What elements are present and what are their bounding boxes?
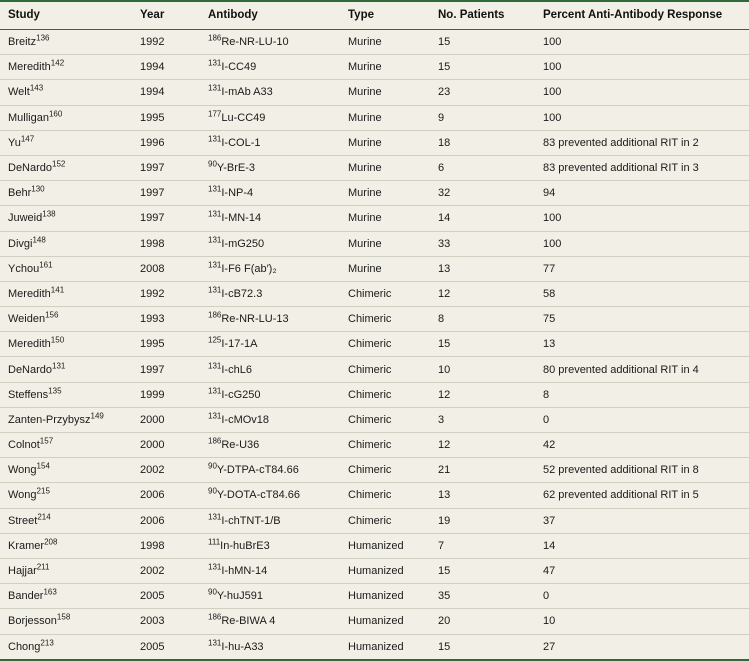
cell-type: Chimeric: [340, 483, 430, 508]
cell-type: Murine: [340, 206, 430, 231]
study-reference: 161: [39, 260, 53, 270]
cell-year: 2000: [132, 433, 200, 458]
cell-response: 100: [535, 231, 749, 256]
cell-patients: 12: [430, 433, 535, 458]
cell-antibody: [200, 80, 340, 105]
cell-year: 2005: [132, 584, 200, 609]
isotope-mass-number: 131: [208, 512, 222, 521]
study-name: Bander: [8, 590, 44, 603]
cell-response: 75: [535, 307, 749, 332]
isotope-mass-number: 131: [208, 260, 222, 270]
cell-patients: 6: [430, 155, 535, 180]
antibody-name: I-hMN-14: [221, 565, 268, 578]
cell-antibody: [200, 533, 340, 558]
study-reference: 163: [43, 587, 57, 597]
cell-patients: 15: [430, 558, 535, 583]
cell-antibody: [200, 256, 340, 281]
table-row: [0, 155, 749, 180]
cell-year: 1997: [132, 357, 200, 382]
cell-study: [0, 130, 132, 155]
cell-study: [0, 584, 132, 609]
study-name: Juweid: [8, 212, 43, 225]
table-row: [0, 634, 749, 660]
cell-study: [0, 382, 132, 407]
study-name: DeNardo: [8, 162, 53, 175]
cell-antibody: [200, 105, 340, 130]
cell-study: [0, 80, 132, 105]
cell-antibody: [200, 382, 340, 407]
study-name: Hajjar: [8, 565, 37, 578]
cell-antibody: [200, 155, 340, 180]
table-row: [0, 80, 749, 105]
study-name: DeNardo: [8, 363, 53, 376]
cell-study: [0, 155, 132, 180]
cell-study: [0, 231, 132, 256]
antibody-name: Re-NR-LU-13: [221, 313, 289, 326]
cell-study: [0, 483, 132, 508]
cell-response: 94: [535, 181, 749, 206]
study-reference: 147: [20, 134, 35, 144]
cell-study: [0, 357, 132, 382]
cell-type: Murine: [340, 105, 430, 130]
isotope-mass-number: 131: [208, 637, 222, 647]
cell-study: [0, 332, 132, 357]
cell-antibody: [200, 508, 340, 533]
cell-year: 2000: [132, 407, 200, 432]
cell-antibody: [200, 609, 340, 634]
cell-response: 77: [535, 256, 749, 281]
study-reference: 213: [40, 637, 54, 647]
column-header-study: Study: [0, 1, 132, 30]
cell-response: 100: [535, 55, 749, 80]
cell-antibody: [200, 433, 340, 458]
study-name: Meredith: [8, 338, 51, 351]
cell-year: 2005: [132, 634, 200, 660]
cell-year: 1992: [132, 30, 200, 55]
cell-type: Chimeric: [340, 307, 430, 332]
study-reference: 160: [48, 109, 63, 118]
study-reference: 154: [36, 461, 50, 471]
cell-study: [0, 105, 132, 130]
study-reference: 135: [48, 386, 62, 396]
cell-type: Chimeric: [340, 433, 430, 458]
cell-patients: 12: [430, 382, 535, 407]
cell-study: [0, 634, 132, 660]
antibody-name: I-mAb A33: [221, 86, 273, 99]
table-row: [0, 433, 749, 458]
cell-year: 1993: [132, 307, 200, 332]
cell-study: [0, 433, 132, 458]
cell-response: 10: [535, 609, 749, 634]
cell-antibody: [200, 634, 340, 660]
cell-patients: 12: [430, 281, 535, 306]
cell-type: Chimeric: [340, 508, 430, 533]
study-name: Colnot: [8, 439, 40, 452]
study-name: Meredith: [8, 61, 51, 74]
cell-response: 42: [535, 433, 749, 458]
table-row: [0, 382, 749, 407]
antibody-name: Y-BrE-3: [216, 162, 256, 175]
study-reference: 214: [37, 512, 51, 521]
table-row: [0, 558, 749, 583]
table-row: [0, 307, 749, 332]
cell-year: 1996: [132, 130, 200, 155]
isotope-mass-number: 111: [208, 537, 221, 547]
cell-antibody: [200, 307, 340, 332]
cell-antibody: [200, 332, 340, 357]
study-reference: 215: [36, 486, 50, 496]
study-name: Breitz: [8, 36, 37, 49]
cell-response: 100: [535, 30, 749, 55]
cell-patients: 32: [430, 181, 535, 206]
cell-type: Chimeric: [340, 281, 430, 306]
antibody-name: I-cMOv18: [221, 413, 270, 426]
cell-year: 1997: [132, 206, 200, 231]
isotope-mass-number: 131: [208, 134, 222, 144]
table-row: [0, 281, 749, 306]
cell-year: 2006: [132, 508, 200, 533]
cell-response: 100: [535, 206, 749, 231]
study-name: Street: [8, 514, 38, 527]
table-row: [0, 584, 749, 609]
isotope-mass-number: 90: [208, 461, 217, 471]
study-reference: 142: [50, 58, 65, 68]
isotope-mass-number: 131: [208, 234, 222, 244]
cell-patients: 33: [430, 231, 535, 256]
antibody-name: I-F6 F(ab′)₂: [221, 262, 277, 275]
cell-type: Chimeric: [340, 332, 430, 357]
cell-response: 80 prevented additional RIT in 4: [535, 357, 749, 382]
antibody-name: I-chL6: [221, 363, 252, 376]
table-row: [0, 332, 749, 357]
table-row: [0, 609, 749, 634]
cell-patients: 21: [430, 458, 535, 483]
antibody-name: I-17-1A: [221, 338, 258, 351]
cell-patients: 20: [430, 609, 535, 634]
study-name: Kramer: [8, 539, 45, 552]
cell-response: 62 prevented additional RIT in 5: [535, 483, 749, 508]
cell-year: 1998: [132, 533, 200, 558]
column-header-type: Type: [340, 1, 430, 30]
antibody-name: I-COL-1: [221, 136, 261, 149]
antibody-name: I-MN-14: [221, 212, 262, 225]
isotope-mass-number: 131: [208, 411, 222, 421]
cell-patients: 10: [430, 357, 535, 382]
cell-antibody: [200, 130, 340, 155]
cell-type: Humanized: [340, 533, 430, 558]
table-row: [0, 55, 749, 80]
isotope-mass-number: 177: [208, 109, 222, 118]
cell-type: Chimeric: [340, 458, 430, 483]
table-row: [0, 483, 749, 508]
cell-patients: 23: [430, 80, 535, 105]
antibody-name: I-cB72.3: [221, 287, 263, 300]
cell-antibody: [200, 55, 340, 80]
isotope-mass-number: 90: [208, 587, 217, 597]
table-row: [0, 533, 749, 558]
isotope-mass-number: 90: [208, 486, 217, 496]
study-name: Ychou: [8, 262, 40, 275]
cell-response: 83 prevented additional RIT in 2: [535, 130, 749, 155]
cell-type: Murine: [340, 181, 430, 206]
cell-study: [0, 508, 132, 533]
cell-study: [0, 458, 132, 483]
cell-year: 2002: [132, 558, 200, 583]
cell-type: Murine: [340, 256, 430, 281]
cell-type: Chimeric: [340, 357, 430, 382]
study-reference: 143: [29, 83, 44, 93]
cell-antibody: [200, 281, 340, 306]
cell-response: 100: [535, 105, 749, 130]
table-row: [0, 458, 749, 483]
study-name: Chong: [8, 640, 41, 653]
table-row: [0, 30, 749, 55]
cell-year: 2008: [132, 256, 200, 281]
cell-patients: 35: [430, 584, 535, 609]
cell-type: Humanized: [340, 584, 430, 609]
antibody-name: I-mG250: [221, 237, 265, 250]
antibody-name: I-chTNT-1/B: [221, 514, 281, 527]
cell-year: 2003: [132, 609, 200, 634]
cell-response: 100: [535, 80, 749, 105]
cell-type: Murine: [340, 30, 430, 55]
cell-study: [0, 30, 132, 55]
study-name: Mulligan: [8, 111, 49, 124]
antibody-name: I-CC49: [221, 61, 257, 74]
study-name: Weiden: [8, 313, 46, 326]
study-reference: 138: [42, 209, 56, 219]
cell-type: Chimeric: [340, 407, 430, 432]
isotope-mass-number: 90: [208, 159, 217, 169]
column-header-antibody: Antibody: [200, 1, 340, 30]
table-row: [0, 357, 749, 382]
table-row: [0, 130, 749, 155]
cell-response: 37: [535, 508, 749, 533]
study-name: Welt: [8, 86, 30, 99]
study-reference: 148: [32, 234, 46, 244]
isotope-mass-number: 125: [208, 335, 222, 345]
cell-type: Murine: [340, 80, 430, 105]
antibody-name: I-hu-A33: [221, 640, 264, 653]
study-reference: 149: [90, 411, 104, 421]
cell-antibody: [200, 407, 340, 432]
table-row: [0, 206, 749, 231]
cell-study: [0, 558, 132, 583]
isotope-mass-number: 131: [208, 386, 222, 396]
cell-year: 1997: [132, 181, 200, 206]
antibody-name: I-NP-4: [221, 187, 254, 200]
isotope-mass-number: 131: [208, 83, 222, 93]
cell-response: 58: [535, 281, 749, 306]
cell-study: [0, 609, 132, 634]
cell-type: Chimeric: [340, 382, 430, 407]
cell-type: Murine: [340, 155, 430, 180]
study-name: Behr: [8, 187, 32, 200]
cell-antibody: [200, 357, 340, 382]
cell-patients: 15: [430, 332, 535, 357]
antibody-name: Re-U36: [221, 439, 260, 452]
isotope-mass-number: 131: [208, 562, 222, 572]
cell-type: Humanized: [340, 634, 430, 660]
isotope-mass-number: 131: [208, 58, 222, 68]
study-reference: 157: [39, 436, 54, 446]
cell-year: 1994: [132, 80, 200, 105]
study-name: Yu: [8, 136, 21, 149]
cell-year: 2002: [132, 458, 200, 483]
cell-year: 1994: [132, 55, 200, 80]
cell-antibody: [200, 558, 340, 583]
cell-antibody: [200, 231, 340, 256]
cell-study: [0, 181, 132, 206]
cell-patients: 15: [430, 634, 535, 660]
study-reference: 131: [52, 360, 66, 370]
cell-response: 27: [535, 634, 749, 660]
study-reference: 156: [45, 310, 59, 320]
isotope-mass-number: 131: [208, 184, 222, 194]
cell-type: Murine: [340, 55, 430, 80]
table-row: [0, 105, 749, 130]
cell-study: [0, 281, 132, 306]
table-header-row: [0, 1, 749, 30]
cell-year: 1995: [132, 105, 200, 130]
cell-response: 13: [535, 332, 749, 357]
cell-response: 0: [535, 584, 749, 609]
cell-patients: 7: [430, 533, 535, 558]
isotope-mass-number: 131: [208, 360, 222, 370]
study-reference: 211: [36, 562, 50, 572]
table-row: [0, 231, 749, 256]
cell-study: [0, 256, 132, 281]
cell-antibody: [200, 30, 340, 55]
cell-study: [0, 206, 132, 231]
cell-patients: 13: [430, 483, 535, 508]
cell-response: 0: [535, 407, 749, 432]
study-reference: 158: [56, 612, 71, 622]
column-header-response: Percent Anti-Antibody Response: [535, 1, 749, 30]
study-name: Meredith: [8, 287, 51, 300]
cell-patients: 13: [430, 256, 535, 281]
isotope-mass-number: 131: [208, 285, 222, 295]
cell-study: [0, 307, 132, 332]
cell-response: 47: [535, 558, 749, 583]
isotope-mass-number: 186: [208, 33, 222, 43]
cell-year: 1999: [132, 382, 200, 407]
cell-patients: 15: [430, 30, 535, 55]
cell-year: 1992: [132, 281, 200, 306]
antibody-name: In-huBrE3: [220, 539, 270, 552]
isotope-mass-number: 186: [208, 310, 222, 320]
cell-response: 83 prevented additional RIT in 3: [535, 155, 749, 180]
antibody-name: Y-huJ591: [216, 590, 263, 603]
cell-year: 2006: [132, 483, 200, 508]
study-name: Borjesson: [8, 615, 57, 628]
cell-study: [0, 407, 132, 432]
antibody-name: Y-DOTA-cT84.66: [216, 489, 301, 502]
cell-patients: 8: [430, 307, 535, 332]
table-body: [0, 30, 749, 660]
cell-response: 8: [535, 382, 749, 407]
study-reference: 150: [50, 335, 65, 345]
cell-patients: 9: [430, 105, 535, 130]
table-header: [0, 1, 749, 30]
antibody-name: Y-DTPA-cT84.66: [216, 464, 299, 477]
study-name: Zanten-Przybysz: [8, 413, 91, 426]
cell-patients: 14: [430, 206, 535, 231]
cell-patients: 15: [430, 55, 535, 80]
study-name: Steffens: [8, 388, 49, 401]
cell-type: Humanized: [340, 609, 430, 634]
cell-study: [0, 533, 132, 558]
cell-type: Murine: [340, 130, 430, 155]
cell-antibody: [200, 206, 340, 231]
antibody-name: Re-NR-LU-10: [221, 36, 289, 49]
study-reference: 141: [50, 285, 65, 295]
cell-antibody: [200, 458, 340, 483]
column-header-patients: No. Patients: [430, 1, 535, 30]
isotope-mass-number: 131: [208, 209, 222, 219]
study-reference: 152: [52, 159, 66, 169]
cell-type: Murine: [340, 231, 430, 256]
column-header-year: Year: [132, 1, 200, 30]
cell-patients: 18: [430, 130, 535, 155]
antibody-name: Lu-CC49: [221, 111, 266, 124]
cell-year: 1997: [132, 155, 200, 180]
cell-response: 14: [535, 533, 749, 558]
cell-antibody: [200, 483, 340, 508]
cell-study: [0, 55, 132, 80]
cell-year: 1998: [132, 231, 200, 256]
study-name: Wong: [8, 464, 37, 477]
antibody-name: I-cG250: [221, 388, 261, 401]
study-reference: 136: [36, 33, 50, 43]
cell-antibody: [200, 181, 340, 206]
cell-type: Humanized: [340, 558, 430, 583]
cell-patients: 19: [430, 508, 535, 533]
isotope-mass-number: 186: [208, 436, 222, 446]
cell-antibody: [200, 584, 340, 609]
cell-patients: 3: [430, 407, 535, 432]
antibody-name: Re-BIWA 4: [221, 615, 276, 628]
table-row: [0, 407, 749, 432]
cell-response: 52 prevented additional RIT in 8: [535, 458, 749, 483]
study-reference: 208: [44, 537, 58, 547]
study-name: Wong: [8, 489, 37, 502]
table-row: [0, 181, 749, 206]
study-name: Divgi: [8, 237, 33, 250]
isotope-mass-number: 186: [208, 612, 222, 622]
study-reference: 130: [31, 184, 45, 194]
table-row: [0, 508, 749, 533]
table-row: [0, 256, 749, 281]
cell-year: 1995: [132, 332, 200, 357]
